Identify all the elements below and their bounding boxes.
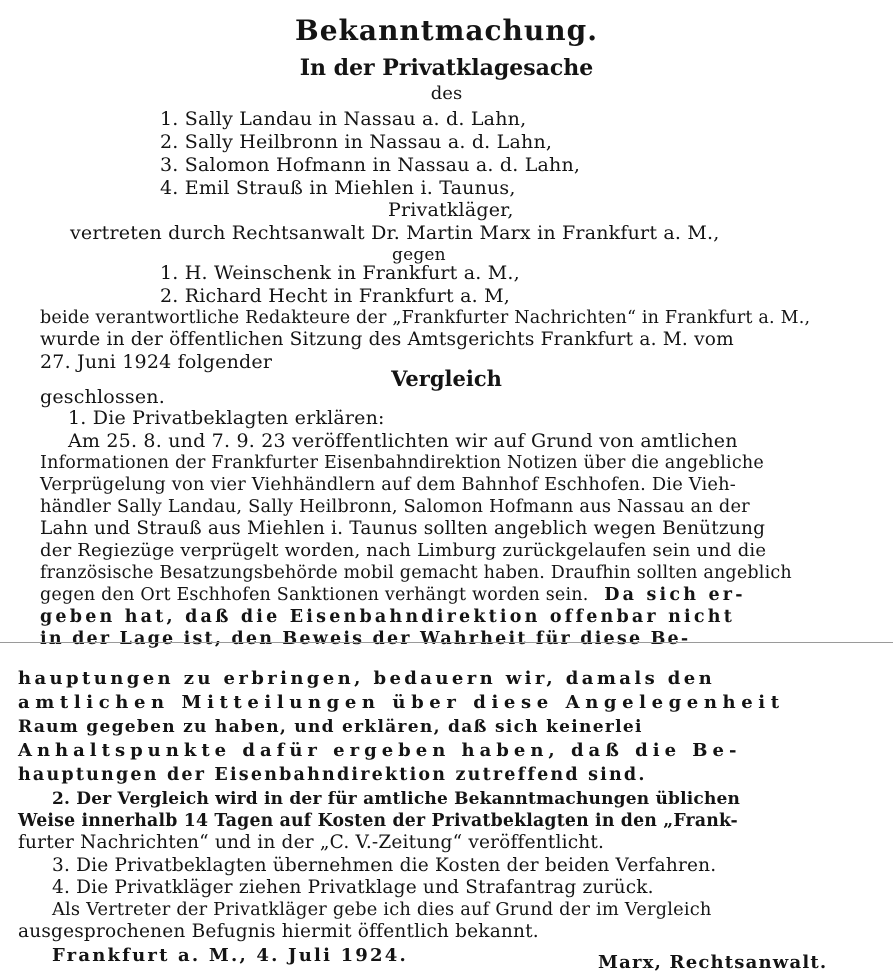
continuation-line-3: Raum gegeben zu haben, und erklären, daß sich keinerlei bbox=[18, 717, 643, 737]
case-subtitle: In der Privatklagesache bbox=[299, 55, 594, 81]
place-date: Frankfurt a. M., 4. Juli 1924. bbox=[52, 945, 408, 966]
continuation-line-2: amtlichen Mitteilungen über diese Angelegenheit bbox=[18, 692, 785, 713]
signature: Marx, Rechtsanwalt. bbox=[598, 952, 828, 973]
plaintiff-4: 4. Emil Strauß in Miehlen i. Taunus, bbox=[160, 177, 516, 199]
point-1-spaced-tail: Da sich er- bbox=[604, 585, 746, 605]
point-2-line-2: Weise innerhalb 14 Tagen auf Kosten der Privatbeklagten in den „Frank- bbox=[18, 811, 738, 831]
continuation-line-5: hauptungen der Eisenbahndirektion zutreffend sind. bbox=[18, 765, 647, 785]
gegen-label: gegen bbox=[392, 245, 446, 265]
closing-line-1: Als Vertreter der Privatkläger gebe ich dies auf Grund der im Vergleich bbox=[52, 899, 712, 920]
defendant-2: 2. Richard Hecht in Frankfurt a. M, bbox=[160, 285, 511, 307]
closing-line-2: ausgesprochenen Befugnis hiermit öffentlich bekannt. bbox=[18, 921, 539, 942]
vergleich-heading: Vergleich bbox=[391, 366, 502, 391]
point-1-line-8-text: gegen den Ort Eschhofen Sanktionen verhängt worden sein. bbox=[40, 585, 589, 605]
column-break-line bbox=[0, 642, 893, 643]
point-1-line-7: französische Besatzungsbehörde mobil gemacht haben. Draufhin sollten angeblich bbox=[40, 563, 792, 583]
represented-by: vertreten durch Rechtsanwalt Dr. Martin Marx in Frankfurt a. M., bbox=[70, 222, 720, 244]
point-1-spaced-line-1: geben hat, daß die Eisenbahndirektion offenbar nicht bbox=[40, 607, 735, 627]
point-1-line-1: Am 25. 8. und 7. 9. 23 veröffentlichten wir auf Grund von amtlichen bbox=[68, 430, 738, 452]
point-1-spaced-line-2: in der Lage ist, den Beweis der Wahrheit für diese Be- bbox=[40, 629, 691, 649]
point-4-line: 4. Die Privatkläger ziehen Privatklage und Strafantrag zurück. bbox=[52, 877, 654, 898]
point-1-line-5: Lahn und Strauß aus Miehlen i. Taunus sollten angeblich wegen Benützung bbox=[40, 518, 766, 539]
intro-line-1: beide verantwortliche Redakteure der „Frankfurter Nachrichten“ in Frankfurt a. M., bbox=[40, 308, 811, 328]
point-1-line-6: der Regiezüge verprügelt worden, nach Limburg zurückgelaufen sein und die bbox=[40, 540, 767, 561]
plaintiff-2: 2. Sally Heilbronn in Nassau a. d. Lahn, bbox=[160, 131, 553, 153]
point-1-line-2: Informationen der Frankfurter Eisenbahndirektion Notizen über die angebliche bbox=[40, 453, 764, 473]
privatklaeger-label: Privatkläger, bbox=[388, 199, 514, 221]
point-3-line: 3. Die Privatbeklagten übernehmen die Kosten der beiden Verfahren. bbox=[52, 855, 717, 876]
point-1-heading: 1. Die Privatbeklagten erklären: bbox=[68, 407, 385, 429]
des-line: des bbox=[430, 83, 463, 104]
intro-line-2: wurde in der öffentlichen Sitzung des Amtsgerichts Frankfurt a. M. vom bbox=[40, 329, 734, 350]
defendant-1: 1. H. Weinschenk in Frankfurt a. M., bbox=[160, 262, 520, 284]
announcement-title: Bekanntmachung. bbox=[295, 14, 598, 47]
point-1-line-4: händler Sally Landau, Sally Heilbronn, Salomon Hofmann aus Nassau an der bbox=[40, 496, 750, 517]
plaintiff-1: 1. Sally Landau in Nassau a. d. Lahn, bbox=[160, 108, 527, 130]
point-1-line-3: Verprügelung von vier Viehhändlern auf dem Bahnhof Eschhofen. Die Vieh- bbox=[40, 474, 736, 495]
continuation-line-4: Anhaltspunkte dafür ergeben haben, daß die Be- bbox=[18, 740, 742, 761]
point-1-line-8 bbox=[40, 584, 746, 606]
point-2-line-3: furter Nachrichten“ und in der „C. V.-Zeitung“ veröffentlicht. bbox=[18, 832, 605, 853]
intro-line-3: 27. Juni 1924 folgender bbox=[40, 351, 273, 373]
geschlossen-line: geschlossen. bbox=[40, 386, 165, 408]
plaintiff-3: 3. Salomon Hofmann in Nassau a. d. Lahn, bbox=[160, 154, 581, 176]
point-2-line-1: 2. Der Vergleich wird in der für amtliche Bekanntmachungen üblichen bbox=[52, 789, 741, 809]
continuation-line-1: hauptungen zu erbringen, bedauern wir, damals den bbox=[18, 668, 716, 689]
